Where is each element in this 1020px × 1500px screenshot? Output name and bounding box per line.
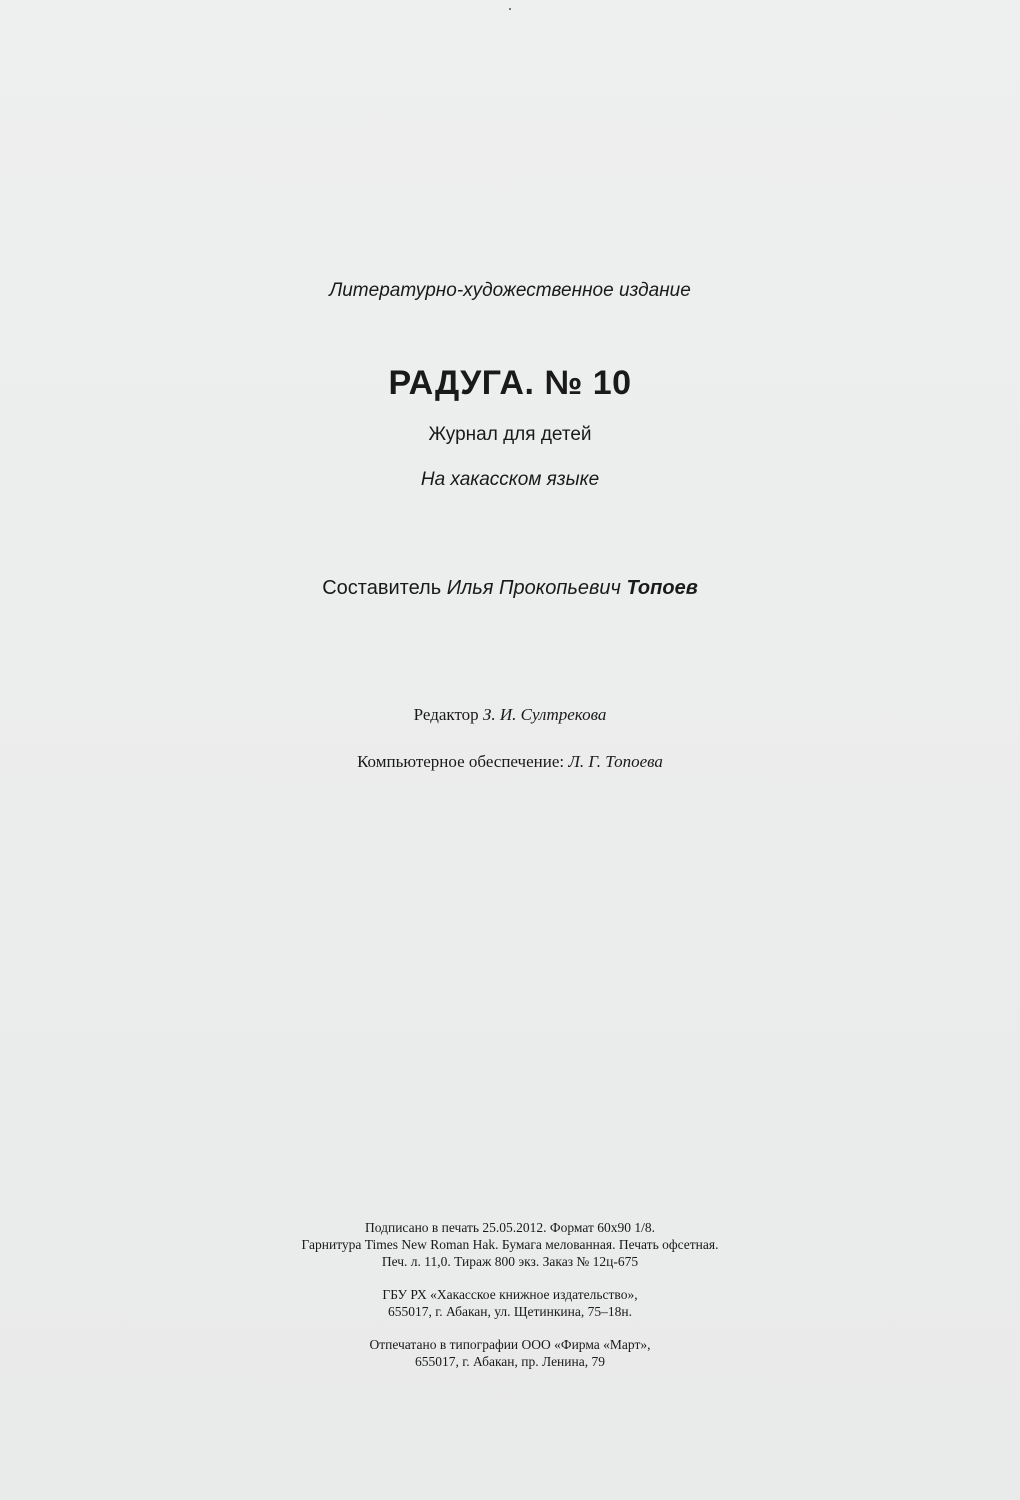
printer-name: Отпечатано в типографии ООО «Фирма «Март», [369,1337,651,1352]
editor-label: Редактор [413,705,479,724]
publisher-name: ГБУ РХ «Хакасское книжное издательство», [382,1287,638,1302]
printer-address: 655017, г. Абакан, пр. Ленина, 79 [415,1354,605,1369]
editor-line [0,705,1020,725]
page-title: РАДУГА. № 10 [388,364,632,402]
computer-support-name: Л. Г. Топоева [568,752,663,771]
computer-support-line [0,752,1020,772]
compiler-line [0,577,1020,600]
compiler-label: Составитель [322,577,442,599]
journal-subtitle: Журнал для детей [428,424,592,445]
publisher-address: 655017, г. Абакан, ул. Щетинкина, 75–18н. [388,1304,632,1319]
publication-genre: Литературно-художественное издание [329,280,691,301]
compiler-surname: Топоев [626,577,698,599]
compiler-name: Илья Прокопьевич [446,577,621,599]
language-note: На хакасском языке [420,469,600,490]
imprint-signed-line: Подписано в печать 25.05.2012. Формат 60х90 1/8. [365,1220,655,1235]
imprint-print-run-line: Печ. л. 11,0. Тираж 800 экз. Заказ № 12ц-675 [381,1254,639,1269]
page-speck [509,8,511,10]
computer-support-label: Компьютерное обеспечение: [357,752,565,771]
imprint-typeface-line: Гарнитура Times New Roman Hak. Бумага мелованная. Печать офсетная. [301,1237,719,1252]
editor-name: З. И. Султрекова [482,705,607,724]
